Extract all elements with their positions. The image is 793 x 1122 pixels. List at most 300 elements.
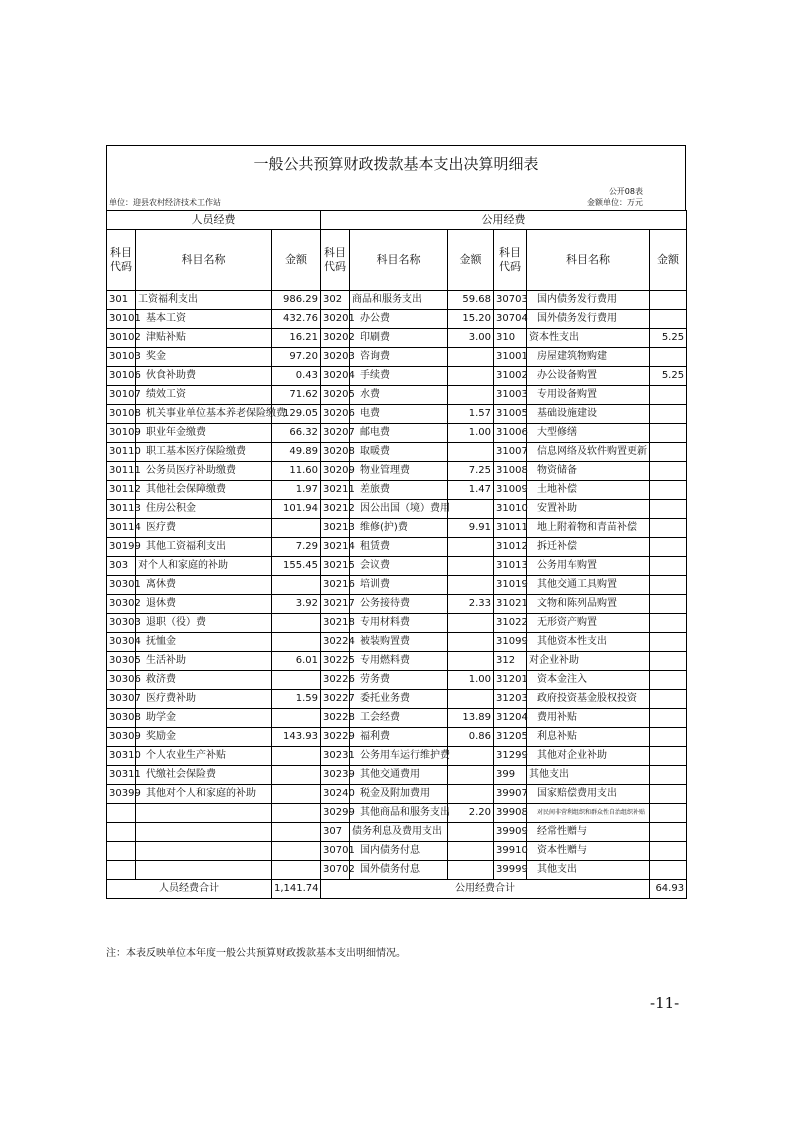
subject-code: 310 [494,329,527,348]
table-row [107,576,687,595]
subject-amount [272,614,321,633]
subject-amount [448,443,494,462]
subject-name: 资本性赠与 [527,842,650,861]
subject-amount: 11.60 [272,462,321,481]
subject-code: 31299 [494,747,527,766]
subject-amount: 5.25 [650,367,687,386]
subject-code: 30209 [321,462,350,481]
column-header-row [107,230,687,291]
subject-code: 30302 [107,595,136,614]
subject-name [136,823,272,842]
table-row [107,424,687,443]
subject-name: 其他对个人和家庭的补助 [136,785,272,804]
page-number: -11- [650,994,680,1012]
subject-amount [272,576,321,595]
subject-amount: 1.57 [448,405,494,424]
subject-code: 30207 [321,424,350,443]
subject-amount: 6.01 [272,652,321,671]
subject-amount: 7.29 [272,538,321,557]
subject-code: 301 [107,291,136,310]
subject-code: 31021 [494,595,527,614]
table-row [107,405,687,424]
subject-name: 被装购置费 [350,633,448,652]
subject-name: 差旅费 [350,481,448,500]
subject-code [107,823,136,842]
subject-amount: 59.68 [448,291,494,310]
subject-amount: 71.62 [272,386,321,405]
table-row [107,652,687,671]
subject-code: 30201 [321,310,350,329]
subject-code: 30214 [321,538,350,557]
subject-name: 取暖费 [350,443,448,462]
table-row [107,538,687,557]
subject-amount [650,747,687,766]
col-code: 科目代码 [107,230,136,291]
subject-name: 对企业补助 [527,652,650,671]
subject-code: 307 [321,823,350,842]
subject-code: 30199 [107,538,136,557]
subject-name: 其他对企业补助 [527,747,650,766]
table-row [107,557,687,576]
subject-name [136,804,272,823]
subject-amount [448,861,494,880]
subject-name: 邮电费 [350,424,448,443]
table-row [107,386,687,405]
table-row [107,690,687,709]
subject-code: 30217 [321,595,350,614]
subject-code: 30227 [321,690,350,709]
subject-amount [448,633,494,652]
subject-code: 30218 [321,614,350,633]
subject-amount: 97.20 [272,348,321,367]
subject-code: 30215 [321,557,350,576]
subject-amount [650,633,687,652]
subject-code: 30202 [321,329,350,348]
subject-name: 公务用车购置 [527,557,650,576]
subject-code: 30114 [107,519,136,538]
subject-code: 31201 [494,671,527,690]
col-amount: 金额 [272,230,321,291]
col-name: 科目名称 [136,230,272,291]
subject-code [107,861,136,880]
subject-name: 电费 [350,405,448,424]
subject-code: 30303 [107,614,136,633]
subject-amount: 66.32 [272,424,321,443]
subject-code: 30110 [107,443,136,462]
subject-code: 30107 [107,386,136,405]
subject-name: 其他交通工具购置 [527,576,650,595]
subject-code: 30109 [107,424,136,443]
subject-code: 30229 [321,728,350,747]
subject-name: 退休费 [136,595,272,614]
subject-name: 国外债务付息 [350,861,448,880]
report-sheet [106,145,686,899]
subject-code: 31012 [494,538,527,557]
subject-code: 30309 [107,728,136,747]
subject-code: 31013 [494,557,527,576]
subject-code: 30224 [321,633,350,652]
subject-amount: 101.94 [272,500,321,519]
table-row [107,766,687,785]
subject-name: 救济费 [136,671,272,690]
subject-amount: 7.25 [448,462,494,481]
subject-code: 30208 [321,443,350,462]
subject-code: 31003 [494,386,527,405]
subject-name: 培训费 [350,576,448,595]
subject-amount: 9.91 [448,519,494,538]
subject-code: 30239 [321,766,350,785]
subject-amount [272,861,321,880]
subject-amount [650,538,687,557]
subject-code: 31002 [494,367,527,386]
subject-amount [448,538,494,557]
subject-amount [650,500,687,519]
subject-name: 伙食补助费 [136,367,272,386]
subject-code: 31022 [494,614,527,633]
subject-amount: 1.97 [272,481,321,500]
subject-name: 职工基本医疗保险缴费 [136,443,272,462]
personnel-total-value: 1,141.74 [272,880,321,899]
public-total-value: 64.93 [650,880,687,899]
subject-code: 30111 [107,462,136,481]
subject-name: 其他资本性支出 [527,633,650,652]
subject-name: 拆迁补偿 [527,538,650,557]
table-row [107,842,687,861]
col-code: 科目代码 [321,230,350,291]
subject-name: 奖金 [136,348,272,367]
subject-code: 30702 [321,861,350,880]
subject-code: 31010 [494,500,527,519]
subject-code: 399 [494,766,527,785]
subject-amount [272,766,321,785]
subject-name: 信息网络及软件购置更新 [527,443,650,462]
subject-amount [650,291,687,310]
subject-name: 大型修缮 [527,424,650,443]
subject-name: 税金及附加费用 [350,785,448,804]
subject-code: 30703 [494,291,527,310]
footnote: 注：本表反映单位本年度一般公共预算财政拨款基本支出明细情况。 [106,948,406,959]
subject-name: 医疗费 [136,519,272,538]
subject-name: 基本工资 [136,310,272,329]
subject-code: 39908 [494,804,527,823]
subject-amount [650,804,687,823]
subject-amount [448,348,494,367]
subject-amount [650,443,687,462]
subject-name: 租赁费 [350,538,448,557]
subject-amount [272,747,321,766]
subject-amount [650,348,687,367]
subject-code: 30226 [321,671,350,690]
subject-name: 国内债务付息 [350,842,448,861]
subject-name: 经常性赠与 [527,823,650,842]
table-row [107,728,687,747]
subject-code: 30112 [107,481,136,500]
subject-amount: 143.93 [272,728,321,747]
public-total-label: 公用经费合计 [321,880,650,899]
subject-code: 30310 [107,747,136,766]
subject-amount [650,766,687,785]
subject-amount [650,785,687,804]
subject-amount [272,633,321,652]
subject-amount: 15.20 [448,310,494,329]
subject-code: 31008 [494,462,527,481]
subject-name: 专用燃料费 [350,652,448,671]
subject-amount: 13.89 [448,709,494,728]
report-meta [106,182,686,210]
form-code: 公开08表 [608,187,643,196]
subject-code: 30103 [107,348,136,367]
subject-amount: 0.43 [272,367,321,386]
subject-name: 物业管理费 [350,462,448,481]
subject-name: 政府投资基金股权投资 [527,690,650,709]
subject-name: 专用材料费 [350,614,448,633]
subject-name: 生活补助 [136,652,272,671]
table-row [107,291,687,310]
subject-name: 办公费 [350,310,448,329]
subject-name: 专用设备购置 [527,386,650,405]
subject-name [136,861,272,880]
subject-amount [272,823,321,842]
subject-name: 会议费 [350,557,448,576]
col-amount: 金额 [448,230,494,291]
subject-name: 债务利息及费用支出 [350,823,448,842]
subject-code: 31019 [494,576,527,595]
subject-code: 31007 [494,443,527,462]
group-header-row [107,211,687,230]
subject-name: 手续费 [350,367,448,386]
col-amount: 金额 [650,230,687,291]
subject-code: 31203 [494,690,527,709]
subject-code: 30205 [321,386,350,405]
subject-amount [650,728,687,747]
subject-amount: 1.00 [448,671,494,690]
subject-amount [448,823,494,842]
subject-name: 咨询费 [350,348,448,367]
subject-code: 30306 [107,671,136,690]
totals-row [107,880,687,899]
table-row [107,348,687,367]
subject-amount [650,595,687,614]
table-row [107,804,687,823]
subject-code: 39907 [494,785,527,804]
table-row [107,443,687,462]
subject-code: 30228 [321,709,350,728]
subject-amount [650,481,687,500]
subject-name: 土地补偿 [527,481,650,500]
subject-code: 30301 [107,576,136,595]
subject-amount [650,386,687,405]
subject-code: 30204 [321,367,350,386]
subject-code: 312 [494,652,527,671]
subject-code: 31001 [494,348,527,367]
subject-name: 职业年金缴费 [136,424,272,443]
subject-code: 30701 [321,842,350,861]
col-name: 科目名称 [527,230,650,291]
subject-amount: 3.00 [448,329,494,348]
subject-name: 住房公积金 [136,500,272,519]
personnel-total-label: 人员经费合计 [107,880,272,899]
subject-name: 抚恤金 [136,633,272,652]
subject-amount [650,842,687,861]
table-row [107,367,687,386]
subject-code: 30216 [321,576,350,595]
subject-code: 31005 [494,405,527,424]
subject-name: 费用补贴 [527,709,650,728]
subject-code: 30213 [321,519,350,538]
subject-name: 房屋建筑物购建 [527,348,650,367]
subject-code: 39909 [494,823,527,842]
subject-code: 30304 [107,633,136,652]
table-row [107,747,687,766]
subject-name: 委托业务费 [350,690,448,709]
subject-name: 安置补助 [527,500,650,519]
subject-name: 对民间非营利组织和群众性自治组织补贴 [527,804,650,823]
subject-amount [448,842,494,861]
subject-amount: 16.21 [272,329,321,348]
subject-name: 奖励金 [136,728,272,747]
subject-name: 对个人和家庭的补助 [136,557,272,576]
subject-name: 办公设备购置 [527,367,650,386]
subject-amount [650,310,687,329]
table-row [107,500,687,519]
subject-amount [650,823,687,842]
subject-name: 印刷费 [350,329,448,348]
subject-code: 30308 [107,709,136,728]
public-header: 公用经费 [321,211,687,230]
subject-amount: 2.20 [448,804,494,823]
subject-code: 31099 [494,633,527,652]
subject-code: 30225 [321,652,350,671]
table-row [107,823,687,842]
subject-code: 30211 [321,481,350,500]
table-row [107,671,687,690]
subject-name: 公务接待费 [350,595,448,614]
subject-amount: 1.47 [448,481,494,500]
subject-code: 31006 [494,424,527,443]
subject-code: 30106 [107,367,136,386]
subject-name: 劳务费 [350,671,448,690]
subject-name: 水费 [350,386,448,405]
subject-amount [272,671,321,690]
subject-name: 其他社会保障缴费 [136,481,272,500]
subject-name: 其他工资福利支出 [136,538,272,557]
subject-amount [650,652,687,671]
subject-name [136,842,272,861]
table-row [107,785,687,804]
subject-code: 30206 [321,405,350,424]
subject-amount [272,709,321,728]
subject-amount [448,614,494,633]
subject-amount: 1.59 [272,690,321,709]
subject-amount [650,671,687,690]
subject-name: 商品和服务支出 [350,291,448,310]
subject-name: 津贴补贴 [136,329,272,348]
subject-name: 国家赔偿费用支出 [527,785,650,804]
subject-amount [650,405,687,424]
personnel-header: 人员经费 [107,211,321,230]
subject-code: 302 [321,291,350,310]
subject-amount [650,519,687,538]
subject-name: 国外债务发行费用 [527,310,650,329]
table-row [107,310,687,329]
subject-code: 31009 [494,481,527,500]
subject-name: 离休费 [136,576,272,595]
subject-amount: 432.76 [272,310,321,329]
subject-amount: 1.00 [448,424,494,443]
table-row [107,709,687,728]
subject-amount: 0.86 [448,728,494,747]
subject-amount: 155.45 [272,557,321,576]
subject-name: 因公出国（境）费用 [350,500,448,519]
subject-amount [650,557,687,576]
subject-name: 其他支出 [527,861,650,880]
subject-name: 资本金注入 [527,671,650,690]
subject-amount [448,785,494,804]
subject-code: 30108 [107,405,136,424]
subject-amount [650,709,687,728]
subject-name: 其他商品和服务支出 [350,804,448,823]
subject-amount [650,424,687,443]
amount-unit-label: 金额单位：万元 [587,198,643,207]
subject-amount [272,842,321,861]
subject-name: 医疗费补助 [136,690,272,709]
subject-code: 31205 [494,728,527,747]
subject-name: 资本性支出 [527,329,650,348]
subject-amount [448,747,494,766]
subject-amount [650,690,687,709]
subject-name: 其他交通费用 [350,766,448,785]
subject-name: 其他支出 [527,766,650,785]
subject-amount: 2.33 [448,595,494,614]
subject-code: 31204 [494,709,527,728]
subject-code [107,842,136,861]
subject-code: 30203 [321,348,350,367]
subject-amount [448,766,494,785]
subject-amount [448,386,494,405]
table-row [107,614,687,633]
table-row [107,633,687,652]
table-row [107,462,687,481]
subject-name: 机关事业单位基本养老保险缴费 [136,405,272,424]
subject-code: 30399 [107,785,136,804]
subject-name: 个人农业生产补贴 [136,747,272,766]
expenditure-table [106,210,687,899]
subject-code: 30212 [321,500,350,519]
subject-name: 地上附着物和青苗补偿 [527,519,650,538]
subject-code: 30307 [107,690,136,709]
table-row [107,595,687,614]
subject-amount [448,557,494,576]
subject-code: 30231 [321,747,350,766]
col-name: 科目名称 [350,230,448,291]
subject-code: 30240 [321,785,350,804]
subject-amount: 49.89 [272,443,321,462]
subject-amount [448,576,494,595]
subject-amount [650,861,687,880]
subject-name: 基础设施建设 [527,405,650,424]
subject-code: 30101 [107,310,136,329]
subject-code [107,804,136,823]
subject-name: 文物和陈列品购置 [527,595,650,614]
unit-label: 单位：迎县农村经济技术工作站 [109,198,221,207]
subject-code: 39910 [494,842,527,861]
table-row [107,519,687,538]
subject-amount [448,652,494,671]
subject-amount: 5.25 [650,329,687,348]
subject-code: 39999 [494,861,527,880]
subject-name: 工会经费 [350,709,448,728]
subject-amount [650,576,687,595]
